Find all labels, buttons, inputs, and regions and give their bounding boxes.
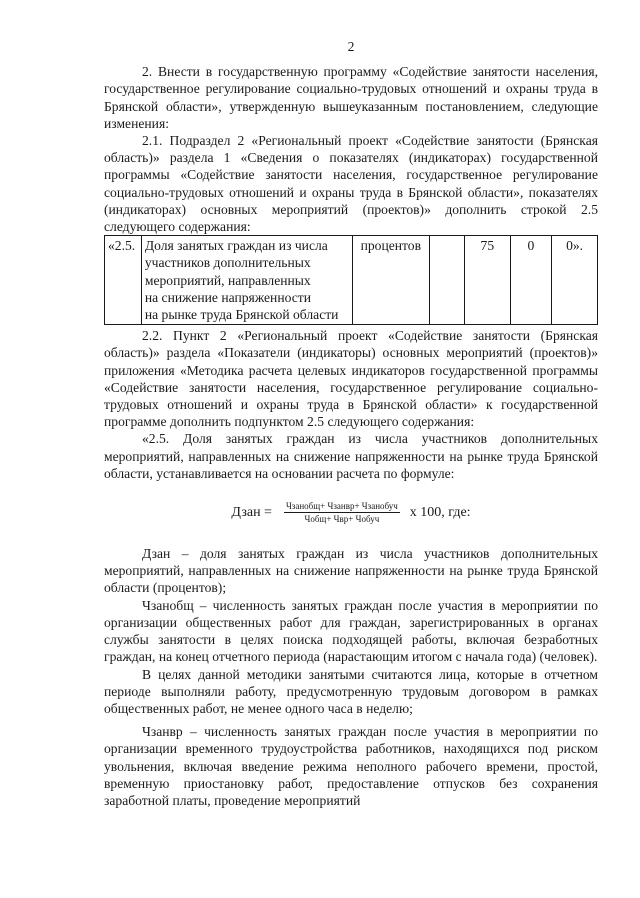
- unit-cell: процентов: [353, 236, 430, 325]
- value-cell-3: 0».: [552, 236, 598, 325]
- formula-rhs: x 100, где:: [409, 504, 471, 520]
- paragraph-2-5-definition: «2.5. Доля занятых граждан из числа участников дополнительных мероприятий, направленных на снижение напряженности на рынке труда Брянской области, устанавливается на основании расчета по формуле:: [104, 431, 598, 481]
- formula-denominator: Чобщ+ Чвр+ Чобуч: [304, 514, 380, 525]
- page-number: 2: [347, 39, 355, 54]
- paragraph-dzan: Дзан – доля занятых граждан из числа участников дополнительных мероприятий, направленных на снижение напряженности на рынке труда Брянской области (процентов);: [104, 546, 598, 596]
- formula: [104, 500, 598, 525]
- formula-lhs: Дзан =: [231, 504, 272, 520]
- indicator-name-line: мероприятий, направленных: [144, 272, 311, 288]
- indicator-name-line: участников дополнительных: [144, 255, 311, 271]
- indicator-name-line: на рынке труда Брянской области: [144, 307, 339, 323]
- empty-cell: [429, 236, 464, 325]
- paragraph-amendment-intro: 2. Внести в государственную программу «Содействие занятости населения, государственное регулирование социально-трудовых отношений и охраны труда в Брянской области», утвержденную вышеуказанным постановлением, следующие изменения:: [104, 64, 598, 131]
- value-cell-1: 75: [465, 236, 511, 325]
- row-number-cell: «2.5.: [105, 236, 142, 325]
- paragraph-chzanvr: Чзанвр – численность занятых граждан после участия в мероприятии по организации временного трудоустройства работников, находящихся под риском увольнения, включая введение режима неполного рабочего времени, простой, временную приостановку работ, предоставление отпусков без сохранения заработной платы, проведение мероприятий: [104, 724, 598, 808]
- table-row: [105, 236, 598, 325]
- formula-numerator: Чзанобщ+ Чзанвр+ Чзанобуч: [285, 501, 398, 512]
- indicator-name-line: на снижение напряженности: [144, 289, 311, 305]
- paragraph-employment-note: В целях данной методики занятыми считаются лица, которые в отчетном периоде выполняли работу, предусмотренную трудовым договором в рамках общественных работ, не менее одного часа в неделю;: [104, 666, 598, 716]
- inserted-row-table: [104, 235, 598, 325]
- value-cell-2: 0: [510, 236, 552, 325]
- indicator-name-line: Доля занятых граждан из числа: [144, 238, 328, 254]
- formula-fraction: [284, 500, 400, 525]
- paragraph-2-2: 2.2. Пункт 2 «Региональный проект «Содействие занятости (Брянская область)» раздела «Показатели (индикаторы) основных мероприятий (проектов)» приложения «Методика расчета целевых индикаторов государственной программы «Содействие занятости населения, государственное регулирование социально-трудовых отношений и охраны труда в Брянской области» к государственной программе дополнить подпунктом 2.5 следующего содержания:: [104, 328, 598, 430]
- paragraph-chzanobsch: Чзанобщ – численность занятых граждан после участия в мероприятии по организации общественных работ для граждан, зарегистрированных в органах службы занятости в целях поиска подходящей работы, включая безработных граждан, на конец отчетного периода (нарастающим итогом с начала года) (человек).: [104, 597, 598, 665]
- indicator-name-cell: [141, 236, 352, 325]
- paragraph-2-1: 2.1. Подраздел 2 «Региональный проект «Содействие занятости (Брянская область)» раздела 1 «Сведения о показателях (индикаторах) государственной программы «Содействие занятости населения, государственное регулирование социально-трудовых отношений и охраны труда в Брянской области», показателях (индикаторах) основных мероприятий (проектов)» дополнить строкой 2.5 следующего содержания:: [104, 133, 598, 235]
